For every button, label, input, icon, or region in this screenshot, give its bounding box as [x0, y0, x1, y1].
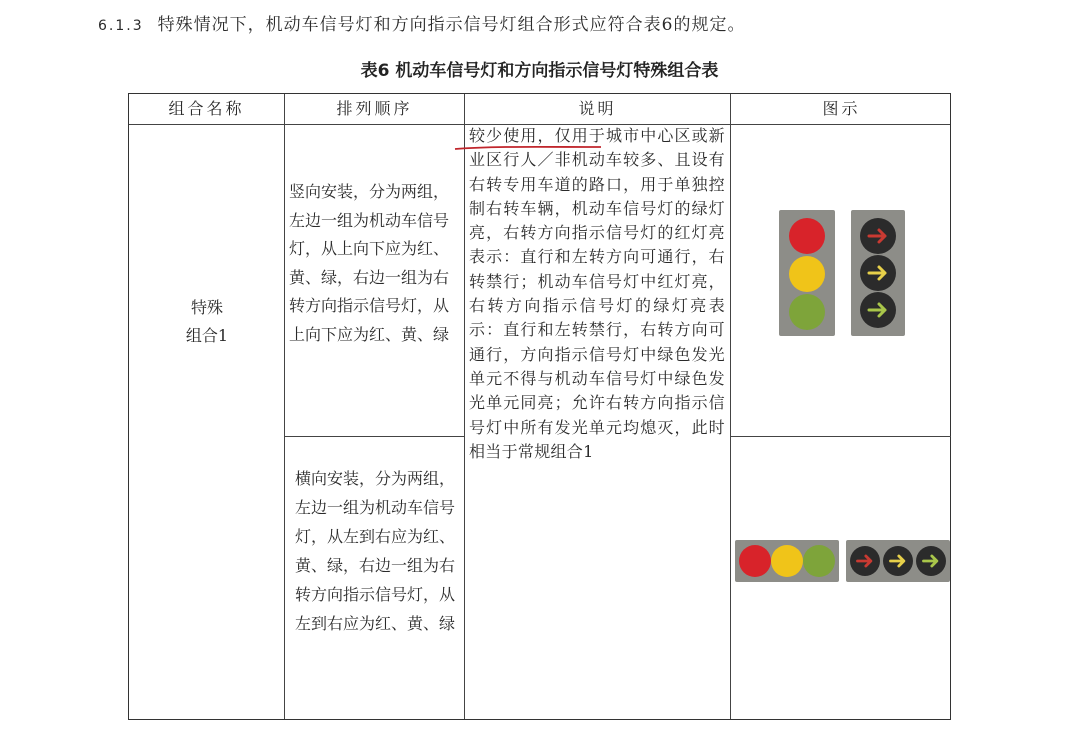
yellow-lamp	[789, 256, 825, 292]
green-lamp	[803, 545, 835, 577]
vehicle-signal-horizontal	[735, 540, 839, 582]
vehicle-signal-vertical	[779, 210, 835, 336]
handwritten-underline	[453, 144, 603, 152]
right-arrow-icon	[860, 255, 896, 291]
row-divider	[284, 436, 465, 437]
clause-body: 特殊情况下，机动车信号灯和方向指示信号灯组合形式应符合表6的规定。	[157, 15, 746, 35]
combination-name-line2: 组合1	[185, 326, 229, 345]
right-turn-signal-horizontal	[846, 540, 950, 582]
combination-name	[129, 294, 285, 350]
right-arrow-icon	[916, 546, 946, 576]
right-arrow-icon	[883, 546, 913, 576]
combination-name-line1: 特殊	[190, 298, 223, 317]
combination-table	[128, 93, 951, 720]
column-divider	[464, 94, 465, 719]
right-arrow-icon	[860, 292, 896, 328]
header-combination-name: 组合名称	[168, 99, 245, 118]
clause-number: 6.1.3	[98, 18, 144, 34]
header-illustration: 图示	[822, 99, 861, 118]
table-caption: 表6 机动车信号灯和方向指示信号灯特殊组合表	[360, 61, 719, 81]
description-text: 较少使用，仅用于城市中心区或新业区行人／非机动车较多、且设有右转专用车道的路口，用于单独控制右转车辆，机动车信号灯的绿灯亮，右转方向指示信号灯的红灯亮表示：直行和左转方向可通行，右转禁行；机动车信号灯中红灯亮，右转方向指示信号灯的绿灯亮表示：直行和左转禁行，右转方向可通行，方向指示信号灯中绿色发光单元不得与机动车信号灯中绿色发光单元同亮；允许右转方向指示信号灯中所有发光单元均熄灭，此时相当于常规组合1	[469, 126, 725, 461]
row-divider	[730, 436, 951, 437]
clause-text	[98, 10, 745, 35]
column-divider	[730, 94, 731, 719]
right-arrow-icon	[850, 546, 880, 576]
header-description: 说明	[578, 99, 617, 118]
order-vertical: 竖向安装，分为两组，左边一组为机动车信号灯，从上向下应为红、黄、绿，右边一组为右转方向指示信号灯，从上向下应为红、黄、绿	[289, 182, 450, 344]
right-turn-signal-vertical	[851, 210, 905, 336]
red-lamp	[789, 218, 825, 254]
order-horizontal: 横向安装，分为两组，左边一组为机动车信号灯，从左到右应为红、黄、绿，右边一组为右转方向指示信号灯，从左到右应为红、黄、绿	[294, 469, 455, 633]
header-arrangement-order: 排列顺序	[336, 99, 413, 118]
column-divider	[284, 94, 285, 719]
green-lamp	[789, 294, 825, 330]
right-arrow-icon	[860, 218, 896, 254]
yellow-lamp	[771, 545, 803, 577]
red-lamp	[739, 545, 771, 577]
